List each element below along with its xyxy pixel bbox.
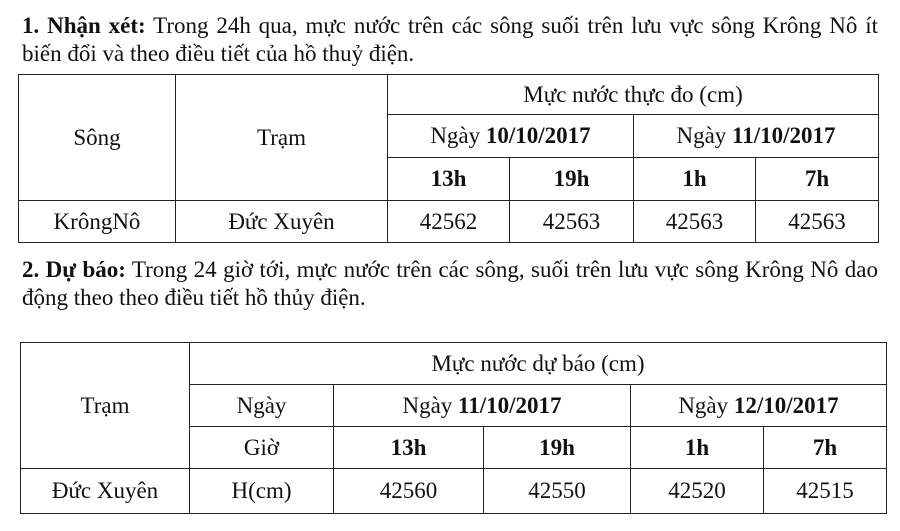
header-time: 19h (510, 158, 634, 201)
label-gio: Giờ (190, 427, 334, 469)
header-time: 1h (631, 427, 764, 469)
observation-paragraph (22, 12, 878, 68)
cell-value: 42563 (510, 201, 634, 243)
observation-text: Trong 24h qua, mực nước trên các sông suối trên lưu vực sông Krông Nô ít biến đổi và theo điều tiết của hồ thuỷ điện. (22, 13, 878, 66)
cell-value: 42563 (634, 201, 756, 243)
forecast-water-level-table (20, 342, 887, 514)
cell-label: H(cm) (190, 469, 334, 514)
header-day-2: Ngày 12/10/2017 (631, 385, 887, 427)
cell-value: 42560 (334, 469, 484, 514)
forecast-heading: 2. Dự báo: (22, 257, 126, 282)
cell-song: KrôngNô (19, 201, 176, 243)
forecast-paragraph (22, 256, 878, 312)
header-time: 13h (388, 158, 510, 201)
label-ngay: Ngày (190, 385, 334, 427)
header-tram: Trạm (176, 75, 388, 201)
forecast-text: Trong 24 giờ tới, mực nước trên các sông, suối trên lưu vực sông Krông Nô dao động theo theo điều tiết hồ thủy điện. (22, 257, 878, 310)
cell-value: 42562 (388, 201, 510, 243)
header-time: 13h (334, 427, 484, 469)
day-2-date: 12/10/2017 (733, 392, 839, 418)
table-row (19, 201, 879, 243)
header-time: 7h (756, 158, 879, 201)
cell-value: 42515 (764, 469, 887, 514)
cell-tram: Đức Xuyên (176, 201, 388, 243)
header-time: 19h (484, 427, 631, 469)
cell-value: 42550 (484, 469, 631, 514)
cell-value: 42563 (756, 201, 879, 243)
header-time: 7h (764, 427, 887, 469)
day-1-date: 11/10/2017 (458, 392, 562, 418)
cell-value: 42520 (631, 469, 764, 514)
header-day-1: Ngày 10/10/2017 (388, 115, 634, 158)
day-2-date: 11/10/2017 (732, 123, 836, 148)
observed-water-level-table (18, 74, 879, 243)
header-forecast-level: Mực nước dự báo (cm) (190, 343, 887, 385)
table-row (21, 469, 887, 514)
header-day-2: Ngày 11/10/2017 (634, 115, 879, 158)
cell-tram: Đức Xuyên (21, 469, 190, 514)
header-song: Sông (19, 75, 176, 201)
header-tram: Trạm (21, 343, 190, 469)
observation-heading: 1. Nhận xét: (22, 13, 146, 38)
header-day-1: Ngày 11/10/2017 (334, 385, 631, 427)
header-time: 1h (634, 158, 756, 201)
day-1-date: 10/10/2017 (485, 123, 591, 148)
header-observed-level: Mực nước thực đo (cm) (388, 75, 879, 115)
